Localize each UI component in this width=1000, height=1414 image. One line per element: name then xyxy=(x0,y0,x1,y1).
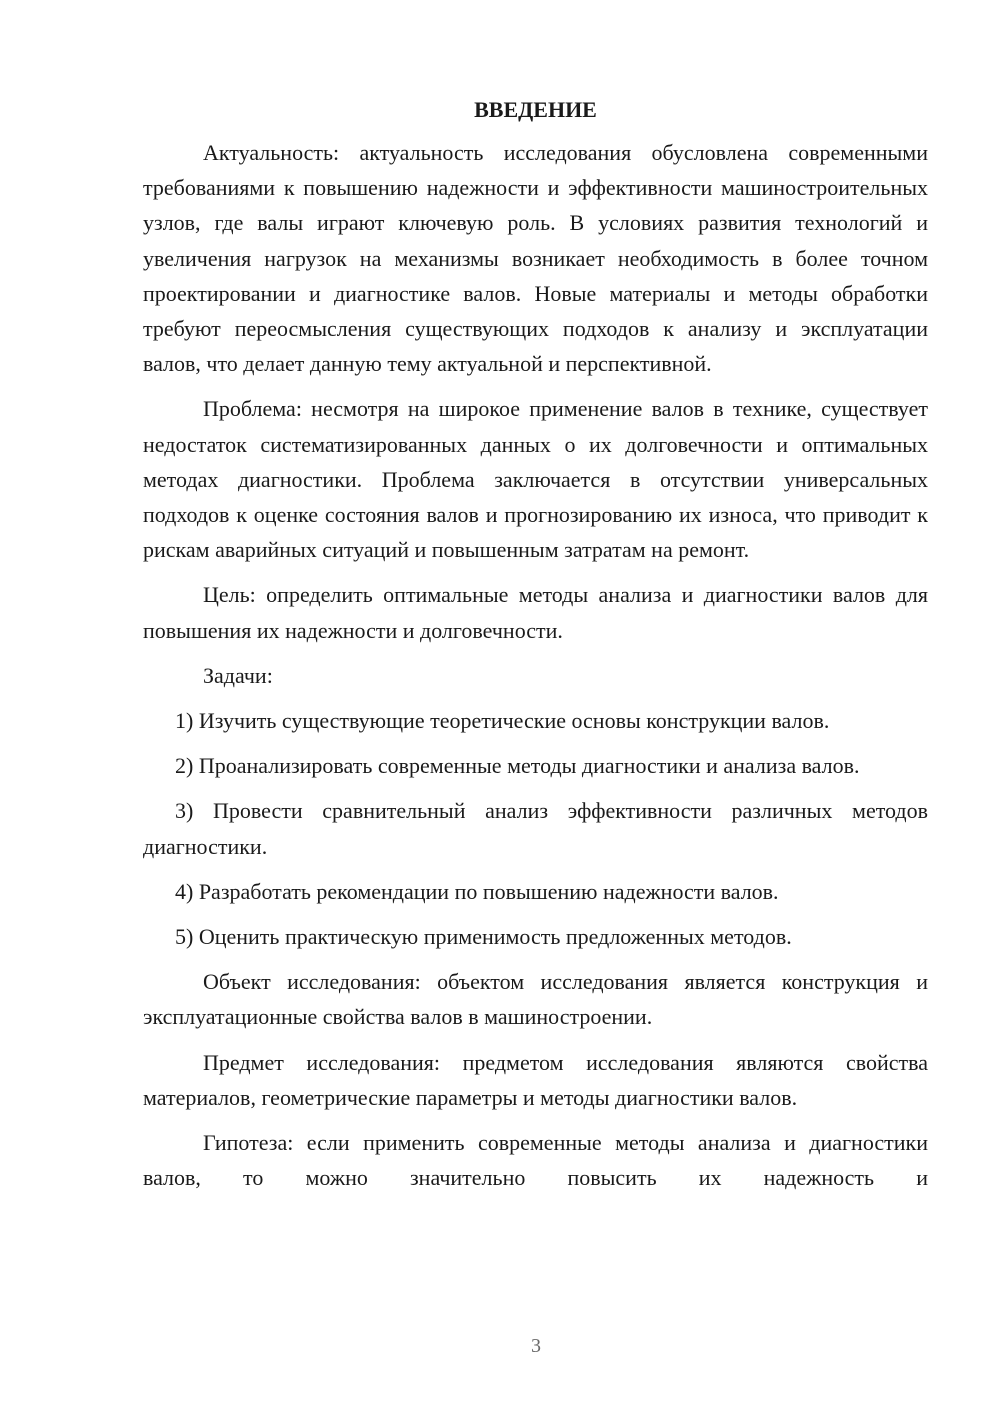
paragraph-tasks-title: Задачи: xyxy=(203,662,273,688)
paragraph-relevance: Актуальность: актуальность исследования обусловлена современными требованиями к повышению надежности и эффективности машиностроительных узлов, где валы играют ключевую роль. В условиях развития технологий и увеличения нагрузок на механизмы возникает необходимость в более точном проектировании и диагностике валов. Новые материалы и методы обработки требуют переосмысления существующих подходов к анализу и эксплуатации валов, что делает данную тему актуальной и перспективной. xyxy=(143,140,928,377)
task-item-5: 5) Оценить практическую применимость предложенных методов. xyxy=(175,924,792,950)
paragraph-subject: Предмет исследования: предметом исследования являются свойства материалов, геометрические параметры и методы диагностики валов. xyxy=(143,1049,928,1110)
task-item-1: 1) Изучить существующие теоретические основы конструкции валов. xyxy=(175,708,830,734)
paragraph-problem: Проблема: несмотря на широкое применение валов в технике, существует недостаток систематизированных данных о их долговечности и оптимальных методах диагностики. Проблема заключается в отсутствии универсальных подходов к оценке состояния валов и прогнозированию их износа, что приводит к рискам аварийных ситуаций и повышенным затратам на ремонт. xyxy=(143,396,928,563)
paragraph-goal: Цель: определить оптимальные методы анализа и диагностики валов для повышения их надежности и долговечности. xyxy=(143,582,928,643)
paragraph-hypothesis: Гипотеза: если применить современные методы анализа и диагностики валов, то можно значительно повысить их надежность и xyxy=(143,1130,928,1191)
paragraph-object: Объект исследования: объектом исследования является конструкция и эксплуатационные свойства валов в машиностроении. xyxy=(143,969,928,1030)
document-body xyxy=(143,91,928,1205)
section-heading: ВВЕДЕНИЕ xyxy=(474,97,597,122)
task-item-4: 4) Разработать рекомендации по повышению надежности валов. xyxy=(175,878,779,904)
task-item-3: 3) Провести сравнительный анализ эффективности различных методов диагностики. xyxy=(143,798,928,859)
task-item-2: 2) Проанализировать современные методы диагностики и анализа валов. xyxy=(175,753,860,779)
page-number: 3 xyxy=(531,1335,541,1357)
